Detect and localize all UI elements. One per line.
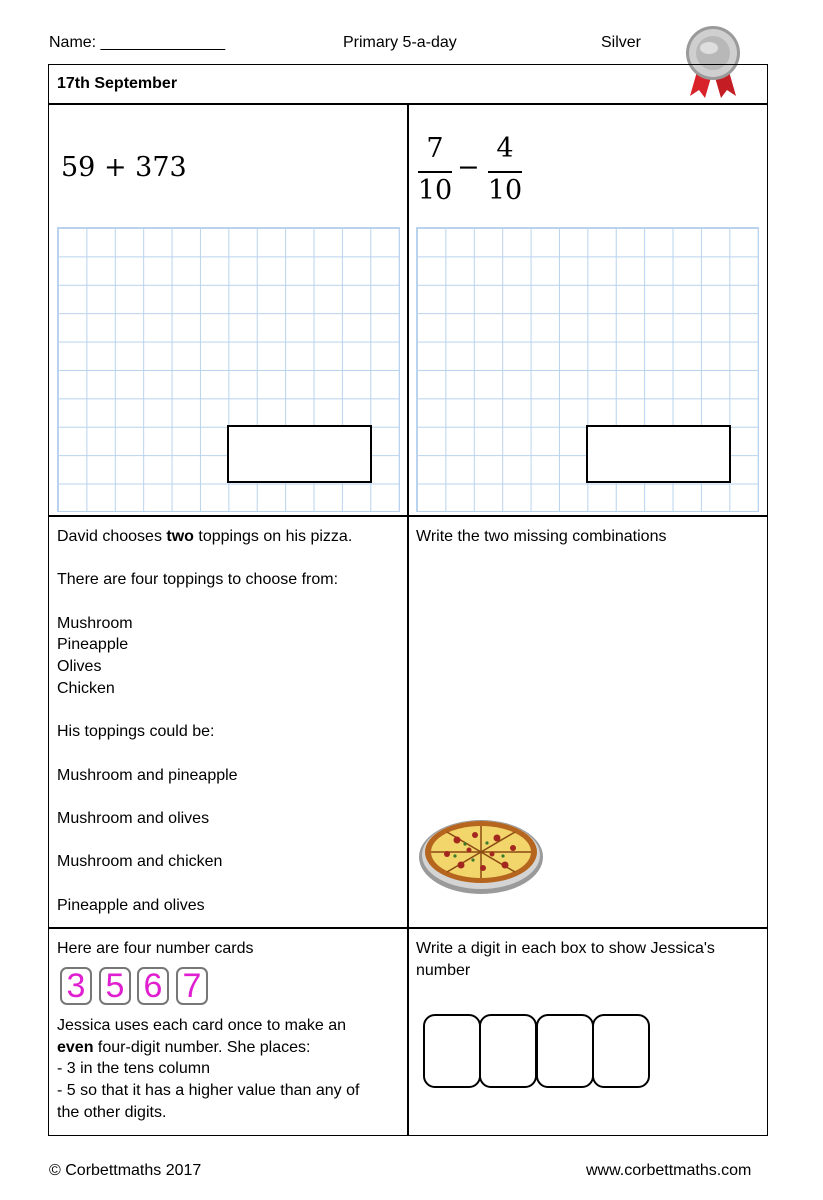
q2-fraction-b-numerator: 4 [496,133,514,164]
name-field[interactable]: Name: ______________ [49,34,226,51]
q3-instruction: Write the two missing combinations [416,528,667,545]
level-label: Silver [601,34,642,51]
number-card: 7 [176,967,208,1005]
q4-instruction: Write a digit in each box to show Jessica's number [416,940,715,979]
worksheet-title: Primary 5-a-day [343,34,457,51]
combination-item: Mushroom and pineapple [57,766,238,784]
q3-answer-area[interactable] [416,560,761,810]
digit-box-1[interactable] [423,1014,481,1088]
q2-answer-box[interactable] [586,425,731,483]
combination-item: Mushroom and chicken [57,853,223,871]
q3-toppings-intro: There are four toppings to choose from: [57,571,339,589]
number-card: 3 [60,967,92,1005]
q2-fraction-b-denominator: 10 [487,175,523,206]
topping-item: Mushroom [57,614,133,632]
q2-fraction-a-denominator: 10 [417,175,453,206]
combination-item: Mushroom and olives [57,810,210,828]
q4-line: even four-digit number. She places: [57,1038,311,1056]
q4-intro: Here are four number cards [57,940,254,957]
q2-operator: − [457,152,480,183]
q1-answer-box[interactable] [227,425,372,483]
fraction-bar [488,171,522,173]
q3-text [57,526,402,917]
q4-text [57,1015,402,1124]
q2-fraction-a-numerator: 7 [426,133,444,164]
date-heading: 17th September [57,75,178,92]
q4-line: - 3 in the tens column [57,1060,210,1078]
digit-box-2[interactable] [479,1014,537,1088]
q4-line: the other digits. [57,1103,167,1121]
digit-box-4[interactable] [592,1014,650,1088]
q4-line: - 5 so that it has a higher value than any of [57,1082,360,1100]
copyright: © Corbettmaths 2017 [49,1162,202,1179]
number-card: 6 [137,967,169,1005]
q3-could-be: His toppings could be: [57,723,215,741]
topping-item: Pineapple [57,636,129,654]
q3-intro: David chooses two toppings on his pizza. [57,528,353,545]
q4-line: Jessica uses each card once to make an [57,1017,347,1034]
website-link[interactable]: www.corbettmaths.com [586,1162,752,1179]
pizza-icon [417,810,545,896]
divider [407,103,409,1136]
combination-item: Pineapple and olives [57,896,205,914]
digit-box-3[interactable] [536,1014,594,1088]
topping-item: Chicken [57,679,115,697]
q1-expression: 59 + 373 [61,152,187,183]
fraction-bar [418,171,452,173]
topping-item: Olives [57,658,102,676]
number-card: 5 [99,967,131,1005]
